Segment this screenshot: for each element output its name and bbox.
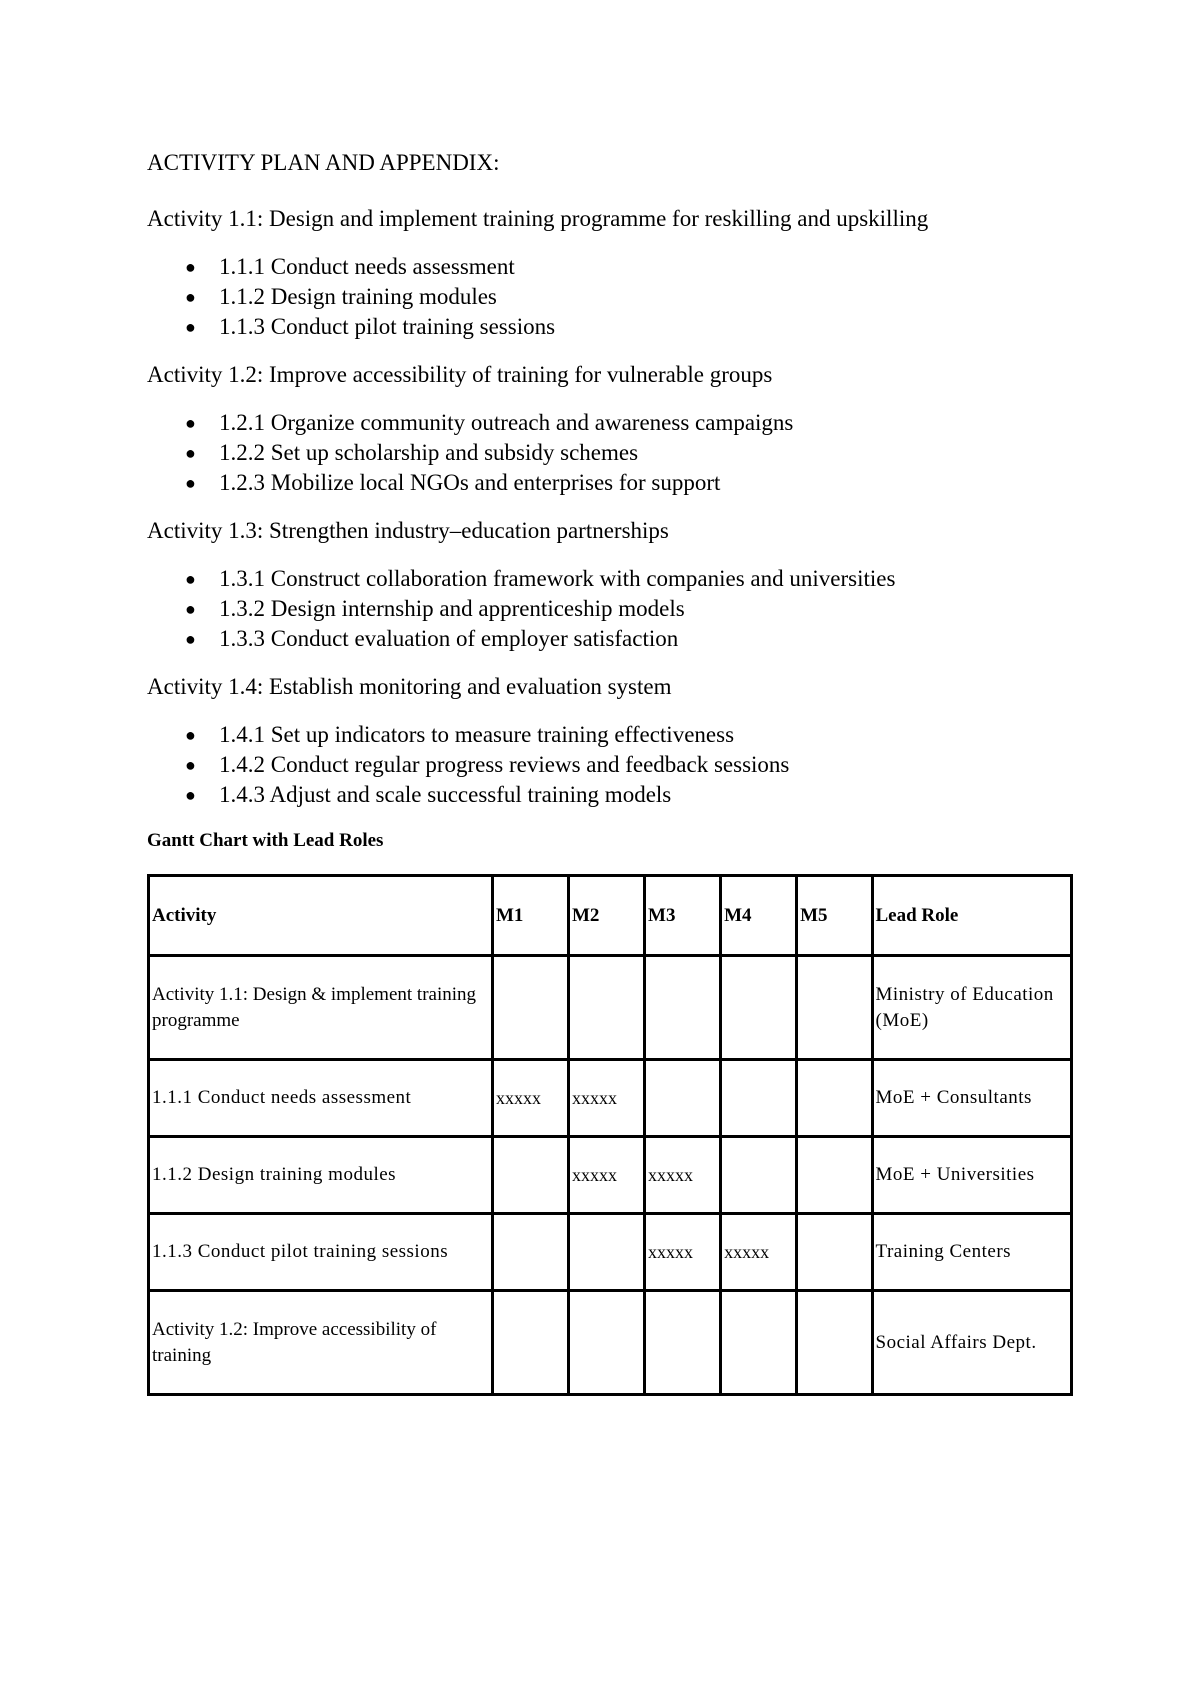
subtask-list (147, 252, 1077, 342)
month-cell (797, 1214, 872, 1291)
month-cell (721, 1137, 797, 1214)
bullet-icon: ● (185, 785, 196, 805)
month-cell (645, 1060, 721, 1137)
bullet-icon: ● (185, 413, 196, 433)
month-cell (797, 956, 872, 1060)
gantt-title: Gantt Chart with Lead Roles (147, 830, 384, 851)
month-cell: xxxxx (645, 1137, 721, 1214)
bullet-icon: ● (185, 257, 196, 277)
subtask-label: 1.4.3 Adjust and scale successful training models (219, 782, 672, 807)
subtask-label: 1.4.2 Conduct regular progress reviews and feedback sessions (219, 752, 790, 777)
subtask-label: 1.3.3 Conduct evaluation of employer satisfaction (219, 626, 679, 651)
month-cell (492, 956, 568, 1060)
activity-section-1-1 (147, 204, 1077, 342)
bullet-icon: ● (185, 317, 196, 337)
month-cell (492, 1214, 568, 1291)
list-item (185, 780, 1077, 810)
list-item (185, 282, 1077, 312)
activity-heading: Activity 1.3: Strengthen industry–education partnerships (147, 518, 669, 543)
month-cell (569, 1214, 645, 1291)
list-item (185, 750, 1077, 780)
lead-role-cell: Ministry of Education (MoE) (872, 956, 1072, 1060)
bullet-icon: ● (185, 569, 196, 589)
month-cell (492, 1291, 568, 1395)
activity-cell: 1.1.2 Design training modules (149, 1137, 493, 1214)
subtask-label: 1.2.3 Mobilize local NGOs and enterprises for support (219, 470, 721, 495)
month-cell: xxxxx (569, 1060, 645, 1137)
subtask-label: 1.3.1 Construct collaboration framework with companies and universities (219, 566, 896, 591)
activity-heading: Activity 1.2: Improve accessibility of training for vulnerable groups (147, 362, 773, 387)
month-cell (797, 1291, 872, 1395)
header-cell-m4: M4 (721, 876, 797, 956)
activity-cell: 1.1.1 Conduct needs assessment (149, 1060, 493, 1137)
bullet-icon: ● (185, 599, 196, 619)
lead-role-cell: MoE + Universities (872, 1137, 1072, 1214)
subtask-label: 1.3.2 Design internship and apprenticeship models (219, 596, 685, 621)
table-row (149, 1291, 1072, 1395)
month-cell (645, 956, 721, 1060)
subtask-label: 1.2.2 Set up scholarship and subsidy schemes (219, 440, 639, 465)
month-cell (797, 1137, 872, 1214)
header-cell-m5: M5 (797, 876, 872, 956)
month-cell (797, 1060, 872, 1137)
list-item (185, 408, 1077, 438)
subtask-label: 1.4.1 Set up indicators to measure training effectiveness (219, 722, 735, 747)
activity-cell: 1.1.3 Conduct pilot training sessions (149, 1214, 493, 1291)
list-item (185, 594, 1077, 624)
activity-cell: Activity 1.2: Improve accessibility of training (149, 1291, 493, 1395)
header-cell-lead-role: Lead Role (872, 876, 1072, 956)
header-cell-m1: M1 (492, 876, 568, 956)
table-row (149, 1137, 1072, 1214)
bullet-icon: ● (185, 473, 196, 493)
lead-role-cell: Training Centers (872, 1214, 1072, 1291)
document-title: ACTIVITY PLAN AND APPENDIX: (147, 150, 500, 175)
lead-role-cell: MoE + Consultants (872, 1060, 1072, 1137)
bullet-icon: ● (185, 725, 196, 745)
gantt-table (147, 874, 1073, 1396)
activity-section-1-2 (147, 360, 1077, 498)
month-cell: xxxxx (645, 1214, 721, 1291)
table-row (149, 1214, 1072, 1291)
list-item (185, 564, 1077, 594)
activity-section-1-3 (147, 516, 1077, 654)
activity-cell: Activity 1.1: Design & implement training programme (149, 956, 493, 1060)
activity-section-1-4 (147, 672, 1077, 810)
month-cell (492, 1137, 568, 1214)
header-cell-activity: Activity (149, 876, 493, 956)
table-header-row (149, 876, 1072, 956)
subtask-label: 1.1.2 Design training modules (219, 284, 497, 309)
bullet-icon: ● (185, 629, 196, 649)
month-cell (645, 1291, 721, 1395)
list-item (185, 312, 1077, 342)
month-cell: xxxxx (492, 1060, 568, 1137)
table-row (149, 1060, 1072, 1137)
bullet-icon: ● (185, 443, 196, 463)
subtask-label: 1.1.3 Conduct pilot training sessions (219, 314, 556, 339)
month-cell (721, 1291, 797, 1395)
month-cell (569, 956, 645, 1060)
month-cell (721, 1060, 797, 1137)
activity-heading: Activity 1.1: Design and implement training programme for reskilling and upskilling (147, 206, 929, 231)
document-page (147, 148, 1077, 1396)
list-item (185, 468, 1077, 498)
table-row (149, 956, 1072, 1060)
month-cell: xxxxx (569, 1137, 645, 1214)
subtask-list (147, 408, 1077, 498)
activity-heading: Activity 1.4: Establish monitoring and evaluation system (147, 674, 672, 699)
month-cell: xxxxx (721, 1214, 797, 1291)
subtask-label: 1.1.1 Conduct needs assessment (219, 254, 515, 279)
lead-role-cell: Social Affairs Dept. (872, 1291, 1072, 1395)
list-item (185, 720, 1077, 750)
header-cell-m3: M3 (645, 876, 721, 956)
subtask-label: 1.2.1 Organize community outreach and awareness campaigns (219, 410, 794, 435)
bullet-icon: ● (185, 755, 196, 775)
list-item (185, 438, 1077, 468)
subtask-list (147, 720, 1077, 810)
header-cell-m2: M2 (569, 876, 645, 956)
bullet-icon: ● (185, 287, 196, 307)
month-cell (721, 956, 797, 1060)
subtask-list (147, 564, 1077, 654)
month-cell (569, 1291, 645, 1395)
list-item (185, 252, 1077, 282)
list-item (185, 624, 1077, 654)
